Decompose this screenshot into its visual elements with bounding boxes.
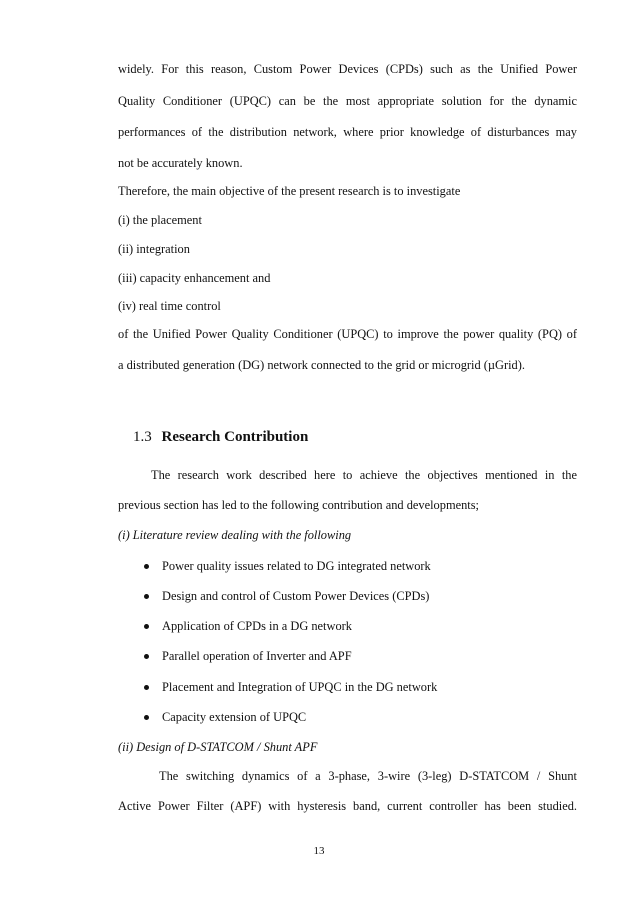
bullet-item — [144, 679, 437, 695]
subheading-design: (ii) Design of D-STATCOM / Shunt APF — [118, 740, 318, 754]
bullet-item — [144, 618, 352, 634]
paragraph-line: The switching dynamics of a 3-phase, 3-wire (3-leg) D-STATCOM / Shunt — [159, 769, 577, 783]
objective-item: (i) the placement — [118, 213, 202, 227]
bullet-icon — [144, 624, 149, 629]
paragraph-line: not be accurately known. — [118, 156, 243, 170]
bullet-icon — [144, 685, 149, 690]
paragraph-line: widely. For this reason, Custom Power Devices (CPDs) such as the Unified Power — [118, 62, 577, 76]
bullet-item — [144, 558, 431, 574]
paragraph-line: The research work described here to achieve the objectives mentioned in the — [151, 468, 577, 482]
paragraph-line: performances of the distribution network, where prior knowledge of disturbances may — [118, 125, 577, 139]
bullet-icon — [144, 715, 149, 720]
bullet-icon — [144, 654, 149, 659]
bullet-text: Parallel operation of Inverter and APF — [162, 649, 352, 663]
bullet-text: Power quality issues related to DG integrated network — [162, 559, 431, 573]
page-number: 13 — [313, 845, 325, 857]
section-title: Research Contribution — [161, 429, 309, 445]
bullet-icon — [144, 594, 149, 599]
bullet-item — [144, 648, 352, 664]
objective-intro: Therefore, the main objective of the present research is to investigate — [118, 184, 461, 198]
paragraph-line: Active Power Filter (APF) with hysteresis band, current controller has been studied. — [118, 799, 577, 813]
objective-item: (iv) real time control — [118, 299, 221, 313]
bullet-text: Application of CPDs in a DG network — [162, 619, 352, 633]
objective-item: (ii) integration — [118, 242, 190, 256]
paragraph-line: of the Unified Power Quality Conditioner (UPQC) to improve the power quality (PQ) of — [118, 327, 577, 341]
bullet-item — [144, 709, 306, 725]
section-number: 1.3 — [133, 429, 152, 445]
section-heading — [133, 428, 308, 446]
subheading-literature-review: (i) Literature review dealing with the following — [118, 528, 352, 542]
bullet-text: Capacity extension of UPQC — [162, 710, 307, 724]
paragraph-line: a distributed generation (DG) network connected to the grid or microgrid (µGrid). — [118, 358, 525, 372]
bullet-item — [144, 588, 429, 604]
bullet-icon — [144, 564, 149, 569]
objective-item: (iii) capacity enhancement and — [118, 271, 271, 285]
paragraph-line: Quality Conditioner (UPQC) can be the most appropriate solution for the dynamic — [118, 94, 577, 108]
paragraph-line: previous section has led to the following contribution and developments; — [118, 498, 479, 512]
bullet-text: Design and control of Custom Power Devices (CPDs) — [162, 589, 430, 603]
bullet-text: Placement and Integration of UPQC in the DG network — [162, 680, 438, 694]
